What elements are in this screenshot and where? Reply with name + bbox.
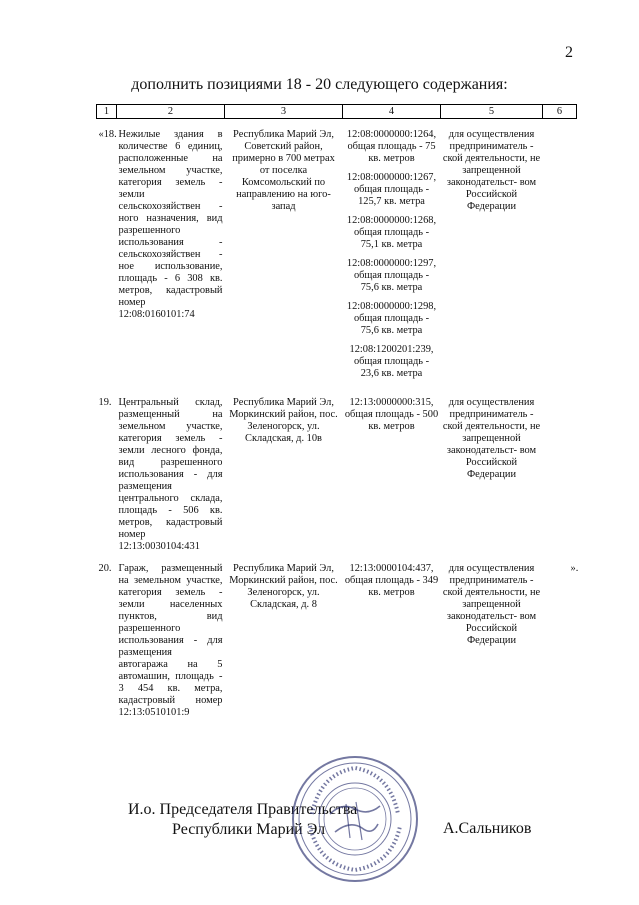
official-seal-stamp (290, 754, 420, 884)
row-end-mark: ». (570, 563, 579, 574)
parcel-entry: 12:13:0000000:315, общая площадь - 500 кв. метров (344, 397, 439, 432)
positions-table (96, 104, 577, 719)
header-cell-2: 2 (117, 105, 225, 119)
signatory-position-line1: И.о. Председателя Правительства (128, 801, 358, 818)
signatory-name: А.Сальников (443, 820, 532, 837)
usage-purpose: для осуществления предприниматель - ской деятельности, не запрещенной законодательст- вом Российской Федерации (442, 397, 541, 480)
usage-purpose: для осуществления предприниматель - ской деятельности, не запрещенной законодательст- вом Российской Федерации (442, 563, 541, 646)
position-number: «18. (98, 129, 117, 140)
header-cell-4: 4 (343, 105, 441, 119)
object-location: Республика Марий Эл, Моркинский район, пос. Зеленогорск, ул. Складская, д. 8 (229, 563, 338, 610)
intro-text: дополнить позициями 18 - 20 следующего содержания: (131, 76, 508, 93)
object-description: Центральный склад, размещенный на земельном участке, категория земель - земли лесного фонда, вид разрешенного использования - для размещения центрального склада, площадь - 506 кв. метров, кадастровый номер 12:13:0030104:431 (118, 397, 223, 552)
object-location: Республика Марий Эл, Моркинский район, пос. Зеленогорск, ул. Складская, д. 10в (229, 397, 338, 444)
parcel-entry: 12:13:0000104:437, общая площадь - 349 кв. метров (344, 563, 439, 598)
table-header-row (97, 105, 577, 119)
object-description: Гараж, размещенный на земельном участке, категория земель - земли населенных пунктов, вид разрешенного использования - для размещения автогаража на 5 автомашин, площадь - 3 454 кв. метра, кадастровый номер 12:13:0510101:9 (118, 563, 223, 718)
parcel-entry: 12:08:0000000:1297, общая площадь - 75,6 кв. метра (346, 258, 437, 293)
parcel-entry: 12:08:0000000:1264, общая площадь - 75 кв. метров (346, 129, 437, 164)
row-end-mark (543, 387, 577, 553)
land-parcels (343, 553, 441, 719)
row-end-mark (543, 119, 577, 388)
position-number: 20. (98, 563, 112, 574)
table-row (97, 119, 577, 388)
header-cell-1: 1 (97, 105, 117, 119)
position-number: 19. (98, 397, 112, 408)
signatory-position-line2: Республики Марий Эл (172, 821, 326, 838)
table-row (97, 553, 577, 719)
land-parcels (343, 119, 441, 388)
page-number: 2 (565, 44, 573, 61)
parcel-entry: 12:08:0000000:1268, общая площадь - 75,1 кв. метра (346, 215, 437, 250)
header-cell-6: 6 (543, 105, 577, 119)
parcel-entry: 12:08:0000000:1267, общая площадь - 125,7 кв. метра (346, 172, 437, 207)
table-row (97, 387, 577, 553)
usage-purpose: для осуществления предприниматель - ской деятельности, не запрещенной законодательст- вом Российской Федерации (442, 129, 541, 212)
parcel-entry: 12:08:0000000:1298, общая площадь - 75,6 кв. метра (346, 301, 437, 336)
object-location: Республика Марий Эл, Советский район, примерно в 700 метрах от поселка Комсомольский по направлению на юго-запад (232, 129, 335, 212)
parcel-entry: 12:08:1200201:239, общая площадь - 23,6 кв. метра (349, 344, 434, 379)
object-description: Нежилые здания в количестве 6 единиц, расположенные на земельном участке, категория земель - земли сельскохозяйствен - ного назначения, вид разрешенного использования - сельскохозяйствен - ное использование, площадь - 6 308 кв. метров, кадастровый номер 12:08:0160101:74 (118, 129, 223, 320)
land-parcels (343, 387, 441, 553)
header-cell-3: 3 (225, 105, 343, 119)
header-cell-5: 5 (441, 105, 543, 119)
